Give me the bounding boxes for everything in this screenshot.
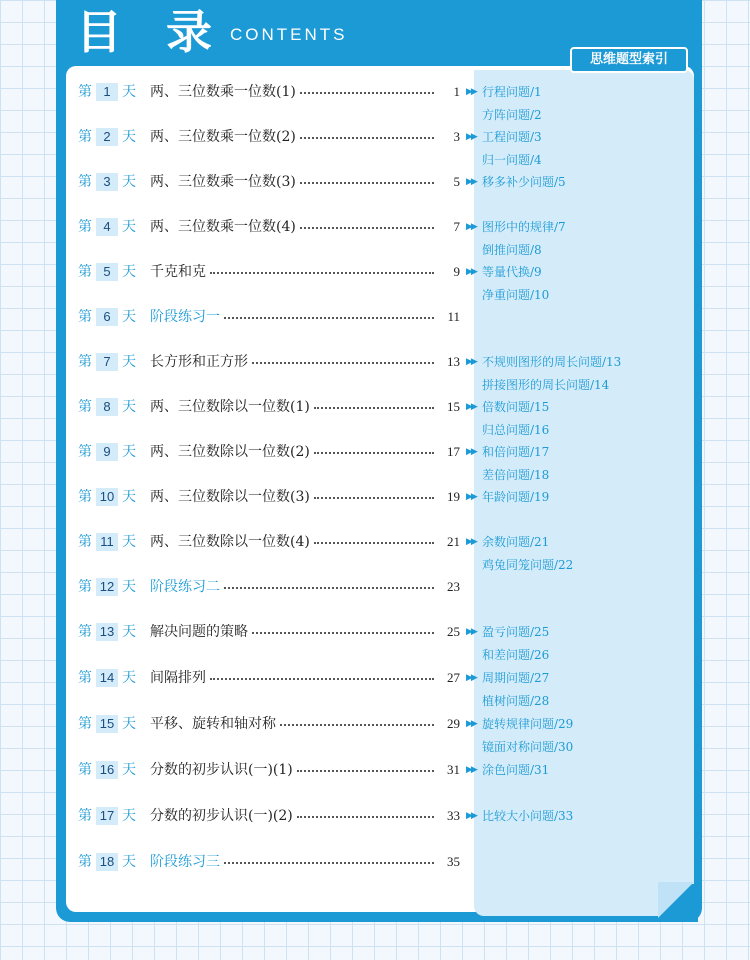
lesson-title [150,485,440,509]
leader-dots [314,395,434,409]
double-arrow-icon: ▶▶ [466,177,476,187]
lesson-text: 阶段练习三 [150,854,220,870]
toc-entry[interactable] [0,215,750,257]
day-prefix: 第 [78,762,92,778]
day-suffix: 天 [122,624,136,640]
day-prefix: 第 [78,84,92,100]
day-number: 9 [96,443,118,461]
lesson-title [150,260,440,284]
leader-dots [210,666,434,680]
lesson-text: 分数的初步认识(一)(2) [150,808,293,824]
day-number: 8 [96,398,118,416]
index-item[interactable]: 盈亏问题/25 [482,625,550,639]
lesson-text: 阶段练习一 [150,309,220,325]
double-arrow-icon: ▶▶ [466,132,476,142]
toc-entry[interactable] [0,575,750,599]
day-suffix: 天 [122,534,136,550]
index-item[interactable]: 方阵问题/2 [482,108,542,122]
index-item[interactable]: 旋转规律问题/29 [482,717,574,731]
toc-entry[interactable] [0,712,750,754]
lesson-text: 两、三位数除以一位数(3) [150,489,310,505]
index-item[interactable]: 净重问题/10 [482,288,550,302]
day-number: 7 [96,353,118,371]
index-item[interactable]: 等量代换/9 [482,265,542,279]
toc-entry[interactable] [0,804,750,828]
day-prefix: 第 [78,624,92,640]
day-prefix: 第 [78,174,92,190]
lesson-text: 间隔排列 [150,670,206,686]
leader-dots [300,80,434,94]
day-suffix: 天 [122,489,136,505]
day-number: 15 [96,715,118,733]
toc-entry[interactable] [0,170,750,194]
double-arrow-icon: ▶▶ [466,811,476,821]
lesson-title [150,170,440,194]
lesson-title [150,804,440,828]
index-item[interactable]: 比较大小问题/33 [482,809,574,823]
lesson-title [150,758,440,782]
leader-dots [300,125,434,139]
day-prefix: 第 [78,534,92,550]
day-prefix: 第 [78,219,92,235]
lesson-title [150,712,440,736]
lesson-text: 两、三位数除以一位数(4) [150,534,310,550]
day-suffix: 天 [122,854,136,870]
lesson-title [150,620,440,644]
index-item[interactable]: 移多补少问题/5 [482,175,566,189]
lesson-text: 解决问题的策略 [150,624,248,640]
index-item[interactable]: 余数问题/21 [482,535,550,549]
leader-dots [224,305,434,319]
index-item[interactable]: 年龄问题/19 [482,490,550,504]
page-number: 25 [447,624,460,639]
leader-dots [300,215,434,229]
leader-dots [280,712,434,726]
day-prefix: 第 [78,264,92,280]
double-arrow-icon: ▶▶ [466,447,476,457]
day-suffix: 天 [122,174,136,190]
page-curl-icon [658,882,694,918]
day-suffix: 天 [122,762,136,778]
page-subtitle: CONTENTS [230,25,348,44]
lesson-text: 两、三位数乘一位数(3) [150,174,296,190]
toc-entry[interactable] [0,620,750,662]
double-arrow-icon: ▶▶ [466,267,476,277]
page-number: 3 [453,129,460,144]
toc-entry[interactable] [0,395,750,437]
day-suffix: 天 [122,264,136,280]
day-prefix: 第 [78,399,92,415]
day-prefix: 第 [78,444,92,460]
day-suffix: 天 [122,129,136,145]
page-number: 29 [447,716,460,731]
day-number: 18 [96,853,118,871]
lesson-text: 两、三位数除以一位数(2) [150,444,310,460]
double-arrow-icon: ▶▶ [466,357,476,367]
lesson-title [150,530,440,554]
day-suffix: 天 [122,670,136,686]
lesson-title [150,215,440,239]
toc-entry[interactable] [0,80,750,122]
day-suffix: 天 [122,399,136,415]
page-number: 33 [447,808,460,823]
page-number: 35 [447,854,460,869]
double-arrow-icon: ▶▶ [466,719,476,729]
lesson-text: 平移、旋转和轴对称 [150,716,276,732]
leader-dots [314,440,434,454]
index-item[interactable]: 倒推问题/8 [482,243,542,257]
leader-dots [224,850,434,864]
lesson-title [150,666,440,690]
page-number: 9 [453,264,460,279]
day-suffix: 天 [122,444,136,460]
lesson-title [150,350,440,374]
lesson-text: 千克和克 [150,264,206,280]
day-number: 4 [96,218,118,236]
day-suffix: 天 [122,716,136,732]
index-item[interactable]: 周期问题/27 [482,671,550,685]
page-number: 27 [447,670,460,685]
leader-dots [314,530,434,544]
page-number: 7 [453,219,460,234]
toc-entry[interactable] [0,125,750,167]
double-arrow-icon: ▶▶ [466,402,476,412]
toc-entry[interactable] [0,666,750,708]
day-number: 2 [96,128,118,146]
index-item[interactable]: 图形中的规律/7 [482,220,566,234]
page-number: 31 [447,762,460,777]
double-arrow-icon: ▶▶ [466,765,476,775]
leader-dots [224,575,434,589]
toc-entry[interactable] [0,485,750,509]
day-number: 1 [96,83,118,101]
page-number: 23 [447,579,460,594]
toc-entry[interactable] [0,850,750,874]
day-number: 16 [96,761,118,779]
day-prefix: 第 [78,129,92,145]
toc-entry[interactable] [0,530,750,572]
day-suffix: 天 [122,808,136,824]
day-number: 17 [96,807,118,825]
page-number: 13 [447,354,460,369]
index-item[interactable]: 鸡兔同笼问题/22 [482,558,574,572]
double-arrow-icon: ▶▶ [466,537,476,547]
leader-dots [252,620,434,634]
lesson-text: 两、三位数乘一位数(2) [150,129,296,145]
double-arrow-icon: ▶▶ [466,87,476,97]
page-number: 19 [447,489,460,504]
index-item[interactable]: 植树问题/28 [482,694,550,708]
page-number: 17 [447,444,460,459]
lesson-title [150,440,440,464]
day-suffix: 天 [122,354,136,370]
index-item[interactable]: 拼接图形的周长问题/14 [482,378,610,392]
toc-entry[interactable] [0,260,750,302]
lesson-text: 两、三位数乘一位数(4) [150,219,296,235]
double-arrow-icon: ▶▶ [466,492,476,502]
index-item[interactable]: 归总问题/16 [482,423,550,437]
day-prefix: 第 [78,354,92,370]
page-title: 目 录 [76,5,227,59]
lesson-title [150,575,440,599]
day-prefix: 第 [78,854,92,870]
leader-dots [297,758,434,772]
index-item[interactable]: 不规则图形的周长问题/13 [482,355,622,369]
day-prefix: 第 [78,716,92,732]
leader-dots [297,804,434,818]
lesson-title [150,305,440,329]
double-arrow-icon: ▶▶ [466,673,476,683]
lesson-text: 分数的初步认识(一)(1) [150,762,293,778]
day-suffix: 天 [122,219,136,235]
day-prefix: 第 [78,579,92,595]
index-item[interactable]: 差倍问题/18 [482,468,550,482]
index-item[interactable]: 工程问题/3 [482,130,542,144]
leader-dots [210,260,434,274]
index-item[interactable]: 行程问题/1 [482,85,542,99]
toc-entry[interactable] [0,758,750,782]
leader-dots [252,350,434,364]
day-number: 12 [96,578,118,596]
day-prefix: 第 [78,808,92,824]
day-suffix: 天 [122,579,136,595]
day-prefix: 第 [78,489,92,505]
lesson-title [150,80,440,104]
index-item[interactable]: 和差问题/26 [482,648,550,662]
page-number: 21 [447,534,460,549]
day-number: 5 [96,263,118,281]
lesson-title [150,125,440,149]
day-prefix: 第 [78,309,92,325]
toc-entry[interactable] [0,440,750,482]
day-number: 13 [96,623,118,641]
index-tag: 思维题型索引 [570,47,688,73]
lesson-text: 长方形和正方形 [150,354,248,370]
day-number: 10 [96,488,118,506]
day-prefix: 第 [78,670,92,686]
toc-entry[interactable] [0,305,750,329]
index-item[interactable]: 涂色问题/31 [482,763,550,777]
index-item[interactable]: 倍数问题/15 [482,400,550,414]
page-number: 1 [453,84,460,99]
leader-dots [314,485,434,499]
page-number: 11 [447,309,460,324]
lesson-text: 两、三位数乘一位数(1) [150,84,296,100]
lesson-text: 两、三位数除以一位数(1) [150,399,310,415]
day-number: 11 [96,533,118,551]
page-number: 5 [453,174,460,189]
lesson-text: 阶段练习二 [150,579,220,595]
double-arrow-icon: ▶▶ [466,222,476,232]
index-item[interactable]: 和倍问题/17 [482,445,550,459]
toc-entry[interactable] [0,350,750,392]
index-item[interactable]: 归一问题/4 [482,153,542,167]
day-suffix: 天 [122,309,136,325]
lesson-title [150,395,440,419]
index-item[interactable]: 镜面对称问题/30 [482,740,574,754]
lesson-title [150,850,440,874]
page-number: 15 [447,399,460,414]
leader-dots [300,170,434,184]
day-number: 6 [96,308,118,326]
double-arrow-icon: ▶▶ [466,627,476,637]
day-number: 3 [96,173,118,191]
day-number: 14 [96,669,118,687]
day-suffix: 天 [122,84,136,100]
